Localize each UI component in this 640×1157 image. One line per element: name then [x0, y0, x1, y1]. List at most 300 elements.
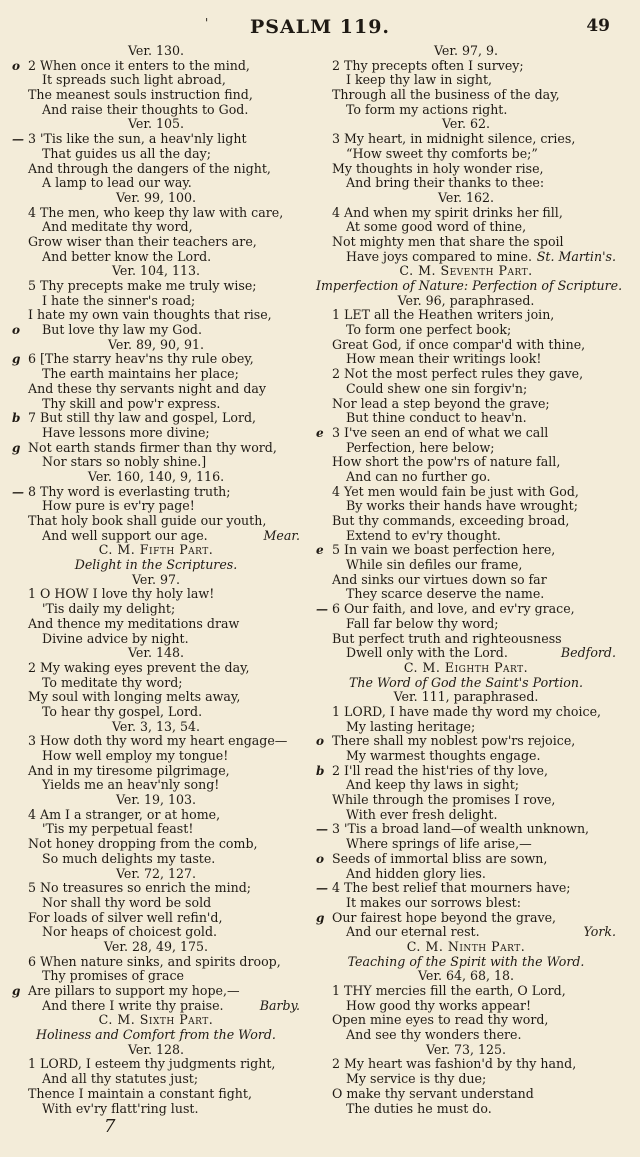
verse-line	[12, 822, 300, 837]
line-text: Not earth stands firmer than thy word,	[28, 439, 277, 455]
line-text: Ver. 104, 113.	[111, 263, 201, 279]
verse-line	[12, 367, 300, 382]
verse-line	[12, 352, 300, 367]
verse-line	[316, 1087, 616, 1102]
verse-line	[316, 1102, 616, 1117]
line-text: 4 Yet men would fain be just with God,	[332, 483, 579, 499]
line-text: Ver. 111, paraphrased.	[393, 689, 539, 705]
verse-line	[316, 367, 616, 382]
part-heading	[316, 940, 616, 955]
line-text: Ver. 97.	[131, 571, 181, 587]
line-text: Extend to ev'ry thought.	[346, 527, 501, 543]
right-column	[316, 43, 623, 1116]
verse-reference	[12, 338, 300, 353]
line-text: Ver. 28, 49, 175.	[103, 938, 209, 954]
dynamic-mark: b	[316, 763, 325, 778]
verse-reference	[12, 44, 300, 59]
line-text: But perfect truth and righteousness	[332, 630, 562, 646]
verse-line	[12, 984, 300, 999]
verse-line	[316, 911, 616, 926]
page-title: PSALM 119.	[250, 16, 391, 38]
line-text: 2 When once it enters to the mind,	[28, 57, 250, 73]
line-text: 2 Thy precepts often I survey;	[332, 57, 524, 73]
verse-line	[12, 749, 300, 764]
line-text: My thoughts in holy wonder rise,	[332, 160, 544, 176]
line-text: With ever fresh delight.	[346, 806, 498, 822]
dynamic-mark: e	[316, 425, 324, 440]
verse-line	[316, 103, 616, 118]
verse-line	[316, 705, 616, 720]
verse-line	[12, 323, 300, 338]
verse-line	[316, 999, 616, 1014]
line-text: While sin defiles our frame,	[346, 557, 523, 573]
line-text: Ver. 130.	[127, 43, 185, 58]
line-text: Grow wiser than their teachers are,	[28, 233, 257, 249]
verse-line	[316, 1013, 616, 1028]
line-text: Not mighty men that share the spoil	[332, 233, 564, 249]
verse-reference	[12, 646, 300, 661]
verse-reference	[12, 191, 300, 206]
line-text: Open mine eyes to read thy word,	[332, 1012, 549, 1028]
verse-line	[316, 896, 616, 911]
line-text: It spreads such light abroad,	[42, 72, 226, 88]
verse-line	[316, 602, 616, 617]
verse-line	[316, 646, 616, 661]
line-text: It makes our sorrows blest:	[346, 894, 521, 910]
line-text: So much delights my taste.	[42, 850, 216, 866]
dynamic-mark: —	[316, 822, 328, 837]
line-text: C. M. Sixth Part.	[98, 1012, 214, 1028]
line-text: 8 Thy word is everlasting truth;	[28, 483, 231, 499]
line-text: And bring their thanks to thee:	[346, 175, 545, 191]
line-text: I keep thy law in sight,	[346, 72, 493, 88]
line-text: 3 How doth thy word my heart engage—	[28, 733, 288, 749]
line-text: My soul with longing melts away,	[28, 689, 241, 705]
line-text: Fall far below thy word;	[346, 615, 499, 631]
line-text: To meditate thy word;	[42, 674, 183, 690]
verse-reference	[12, 470, 300, 485]
verse-line	[316, 176, 616, 191]
line-text: By works their hands have wrought;	[346, 498, 578, 514]
verse-line	[316, 323, 616, 338]
line-text: And there I write thy praise.	[42, 997, 224, 1013]
line-text: While through the promises I rove,	[332, 792, 556, 808]
verse-line	[12, 999, 300, 1014]
verse-line	[12, 1057, 300, 1072]
verse-line	[316, 984, 616, 999]
line-text: Thence I maintain a constant fight,	[28, 1085, 252, 1101]
verse-line	[316, 1057, 616, 1072]
line-text: Nor heaps of choicest gold.	[42, 924, 218, 940]
line-text: And can no further go.	[346, 468, 491, 484]
verse-line	[12, 778, 300, 793]
verse-reference	[12, 720, 300, 735]
line-text: 4 Am I a stranger, or at home,	[28, 806, 221, 822]
verse-line	[316, 822, 616, 837]
verse-line	[316, 470, 616, 485]
verse-line	[316, 441, 616, 456]
verse-line	[316, 734, 616, 749]
line-text: Through all the business of the day,	[332, 87, 560, 103]
verse-line	[12, 485, 300, 500]
line-text: To form my actions right.	[346, 101, 508, 117]
line-text: How pure is ev'ry page!	[42, 498, 195, 514]
line-text: 1 THY mercies fill the earth, O Lord,	[332, 983, 566, 998]
line-text: And our eternal rest.	[346, 924, 480, 940]
verse-line	[12, 955, 300, 970]
line-text: 5 In vain we boast perfection here,	[332, 542, 556, 558]
line-text: 1 LORD, I esteem thy judgments right,	[28, 1056, 276, 1072]
verse-line	[316, 352, 616, 367]
part-subtitle	[12, 1028, 300, 1043]
verse-line	[12, 911, 300, 926]
line-text: Have joys compared to mine.	[346, 248, 532, 264]
verse-line	[316, 573, 616, 588]
dynamic-mark: g	[316, 910, 325, 925]
line-text: Dwell only with the Lord.	[346, 645, 508, 661]
tune-name: Bedford.	[560, 645, 616, 661]
part-subtitle	[316, 955, 616, 970]
verse-reference	[316, 44, 616, 59]
line-text: Thy promises of grace	[42, 968, 184, 984]
line-text: Ver. 89, 90, 91.	[107, 336, 205, 352]
line-text: Our fairest hope beyond the grave,	[332, 909, 557, 925]
line-text: 6 Our faith, and love, and ev'ry grace,	[332, 601, 575, 617]
left-column	[12, 44, 300, 1116]
verse-line	[316, 543, 616, 558]
line-text: And sinks our virtues down so far	[332, 571, 547, 587]
line-text: 2 My waking eyes prevent the day,	[28, 659, 250, 675]
line-text: That holy book shall guide our youth,	[28, 513, 267, 528]
verse-line	[12, 808, 300, 823]
line-text: Ver. 105.	[127, 116, 185, 132]
part-heading	[316, 661, 616, 676]
verse-line	[12, 690, 300, 705]
tune-name: St. Martin's.	[536, 248, 616, 264]
line-text: Great God, if once compar'd with thine,	[332, 336, 586, 352]
line-text: Ver. 19, 103.	[115, 792, 197, 808]
verse-line	[316, 514, 616, 529]
part-heading	[316, 264, 616, 279]
verse-line	[316, 308, 616, 323]
verse-line	[12, 279, 300, 294]
line-text: C. M. Fifth Part.	[98, 542, 214, 558]
line-text: Ver. 148.	[127, 645, 185, 661]
dynamic-mark: —	[12, 484, 24, 499]
line-text: And these thy servants night and day	[28, 380, 267, 396]
dynamic-mark: o	[316, 851, 325, 866]
line-text: Where springs of life arise,—	[346, 836, 532, 852]
line-text: Have lessons more divine;	[42, 424, 210, 440]
verse-line	[316, 720, 616, 735]
dynamic-mark: b	[12, 411, 21, 426]
line-text: Yields me an heav'nly song!	[42, 777, 220, 793]
verse-reference	[12, 1043, 300, 1058]
verse-line	[12, 176, 300, 191]
verse-line	[12, 661, 300, 676]
verse-line	[12, 103, 300, 118]
verse-line	[12, 441, 300, 456]
part-subtitle	[316, 278, 623, 294]
line-text: Thy skill and pow'r express.	[42, 395, 221, 411]
line-text: 7 But still thy law and gospel, Lord,	[28, 410, 257, 426]
verse-line	[12, 73, 300, 88]
line-text: And meditate thy word,	[42, 219, 193, 235]
verse-line	[316, 1028, 616, 1043]
verse-line	[316, 1072, 616, 1087]
line-text: Ver. 160, 140, 9, 116.	[87, 468, 225, 484]
verse-line	[12, 969, 300, 984]
verse-line	[316, 235, 616, 250]
verse-reference	[316, 191, 616, 206]
line-text: Seeds of immortal bliss are sown,	[332, 850, 548, 866]
line-text: C. M. Ninth Part.	[406, 938, 526, 954]
verse-line	[12, 206, 300, 221]
dynamic-mark: g	[12, 440, 21, 455]
line-text: 1 LORD, I have made thy word my choice,	[332, 703, 602, 719]
line-text: Ver. 162.	[437, 189, 495, 205]
line-text: Divine advice by night.	[42, 630, 189, 646]
verse-line	[12, 499, 300, 514]
verse-line	[12, 220, 300, 235]
line-text: With ev'ry flatt'ring lust.	[42, 1100, 199, 1116]
line-text: And raise their thoughts to God.	[42, 101, 249, 117]
line-text: 2 My heart was fashion'd by thy hand,	[332, 1056, 577, 1072]
line-text: That guides us all the day;	[42, 145, 211, 161]
line-text: 3 My heart, in midnight silence, cries,	[332, 131, 576, 147]
line-text: Delight in the Scriptures.	[74, 557, 238, 573]
line-text: Holiness and Comfort from the Word.	[36, 1027, 276, 1043]
line-text: Ver. 99, 100.	[115, 189, 197, 205]
line-text: Ver. 73, 125.	[425, 1041, 507, 1057]
line-text: To form one perfect book;	[346, 322, 512, 338]
line-text: And well support our age.	[42, 527, 208, 543]
line-text: 2 Not the most perfect rules they gave,	[332, 366, 584, 382]
verse-line	[12, 602, 300, 617]
line-text: How short the pow'rs of nature fall,	[332, 454, 561, 470]
line-text: 5 Thy precepts make me truly wise;	[28, 278, 257, 293]
verse-line	[12, 705, 300, 720]
verse-reference	[316, 690, 616, 705]
verse-line	[316, 206, 616, 221]
verse-line	[316, 338, 616, 353]
verse-line	[12, 852, 300, 867]
line-text: And in my tiresome pilgrimage,	[28, 762, 230, 778]
verse-line	[316, 220, 616, 235]
line-text: And better know the Lord.	[42, 248, 212, 264]
line-text: I hate my own vain thoughts that rise,	[28, 307, 272, 323]
line-text: 4 The men, who keep thy law with care,	[28, 204, 284, 220]
verse-line	[316, 132, 616, 147]
line-text: Imperfection of Nature: Perfection of Scripture.	[316, 278, 623, 293]
verse-reference	[316, 969, 616, 984]
page-number: 49	[586, 16, 610, 36]
line-text: Teaching of the Spirit with the Word.	[347, 953, 585, 969]
tune-name: Barby.	[259, 997, 300, 1013]
verse-line	[316, 764, 616, 779]
verse-line	[12, 734, 300, 749]
verse-line	[12, 147, 300, 162]
line-text: But thine conduct to heav'n.	[346, 410, 527, 426]
verse-line	[316, 73, 616, 88]
verse-line	[316, 925, 616, 940]
verse-line	[12, 162, 300, 177]
verse-reference	[12, 573, 300, 588]
verse-line	[12, 397, 300, 412]
verse-line	[316, 529, 616, 544]
tune-name: York.	[583, 924, 616, 940]
verse-reference	[12, 867, 300, 882]
dynamic-mark: o	[316, 734, 325, 749]
line-text: Are pillars to support my hope,—	[28, 983, 240, 998]
line-text: At some good word of thine,	[346, 219, 527, 235]
verse-line	[316, 837, 616, 852]
part-heading	[12, 543, 300, 558]
verse-line	[12, 250, 300, 265]
verse-line	[316, 867, 616, 882]
dynamic-mark: o	[12, 323, 21, 338]
verse-line	[12, 294, 300, 309]
verse-line	[316, 808, 616, 823]
line-text: How good thy works appear!	[346, 997, 532, 1013]
verse-reference	[316, 294, 616, 309]
line-text: For loads of silver well refin'd,	[28, 909, 223, 925]
line-text: 4 The best relief that mourners have;	[332, 880, 571, 896]
verse-reference	[12, 793, 300, 808]
line-text: How well employ my tongue!	[42, 748, 229, 763]
verse-line	[316, 587, 616, 602]
line-text: Ver. 97, 9.	[433, 43, 499, 58]
verse-line	[316, 455, 616, 470]
part-subtitle	[12, 558, 300, 573]
part-subtitle	[316, 676, 616, 691]
verse-line	[12, 88, 300, 103]
line-text: 6 When nature sinks, and spirits droop,	[28, 953, 281, 969]
line-text: 3 'Tis like the sun, a heav'nly light	[28, 131, 247, 147]
line-text: Nor shall thy word be sold	[42, 894, 212, 910]
line-text: O make thy servant understand	[332, 1085, 534, 1101]
line-text: 5 No treasures so enrich the mind;	[28, 880, 252, 896]
line-text: The duties he must do.	[346, 1100, 492, 1116]
verse-line	[316, 147, 616, 162]
line-text: 'Tis my perpetual feast!	[42, 821, 194, 837]
line-text: Perfection, here below;	[346, 439, 495, 455]
line-text: Ver. 62.	[441, 116, 491, 132]
verse-line	[12, 676, 300, 691]
header-mark: '	[205, 16, 209, 30]
line-text: 6 [The starry heav'ns thy rule obey,	[28, 351, 254, 367]
line-text: The Word of God the Saint's Portion.	[349, 674, 583, 690]
line-text: Ver. 72, 127.	[115, 865, 197, 881]
verse-line	[12, 881, 300, 896]
line-text: Ver. 96, paraphrased.	[397, 292, 535, 308]
verse-line	[12, 617, 300, 632]
line-text: And keep thy laws in sight;	[346, 777, 520, 793]
line-text: A lamp to lead our way.	[42, 175, 192, 191]
verse-line	[12, 132, 300, 147]
line-text: There shall my noblest pow'rs rejoice,	[332, 733, 576, 749]
line-text: They scarce deserve the name.	[346, 586, 545, 602]
line-text: How mean their writings look!	[346, 351, 542, 367]
line-text: 2 I'll read the hist'ries of thy love,	[332, 762, 548, 778]
line-text: And through the dangers of the night,	[28, 160, 271, 176]
page-header	[0, 14, 640, 42]
line-text: 3 I've seen an end of what we call	[332, 424, 549, 440]
line-text: My lasting heritage;	[346, 718, 476, 734]
line-text: To hear thy gospel, Lord.	[42, 703, 203, 719]
line-text: Not honey dropping from the comb,	[28, 836, 258, 852]
verse-line	[12, 896, 300, 911]
verse-reference	[316, 117, 616, 132]
dynamic-mark: —	[12, 132, 24, 147]
line-text: C. M. Eighth Part.	[403, 659, 529, 675]
line-text: “How sweet thy comforts be;”	[346, 145, 538, 161]
dynamic-mark: e	[316, 543, 324, 558]
verse-line	[316, 88, 616, 103]
line-text: And all thy statutes just;	[42, 1071, 199, 1087]
verse-line	[12, 308, 300, 323]
line-text: C. M. Seventh Part.	[399, 263, 533, 279]
dynamic-mark: g	[12, 984, 21, 998]
verse-line	[12, 426, 300, 441]
dynamic-mark: —	[316, 602, 328, 617]
verse-reference	[316, 1043, 616, 1058]
part-heading	[12, 1013, 300, 1028]
verse-line	[12, 529, 300, 544]
line-text: 1 O HOW I love thy holy law!	[28, 586, 215, 602]
verse-line	[12, 1102, 300, 1117]
line-text: And see thy wonders there.	[346, 1027, 522, 1043]
verse-line	[316, 499, 616, 514]
verse-line	[12, 455, 300, 470]
line-text: 1 LET all the Heathen writers join,	[332, 307, 555, 323]
line-text: 'Tis daily my delight;	[42, 601, 176, 617]
tune-name: Mear.	[263, 527, 300, 543]
line-text: Ver. 3, 13, 54.	[111, 718, 201, 734]
verse-line	[12, 1072, 300, 1087]
verse-line	[316, 778, 616, 793]
verse-line	[316, 426, 616, 441]
verse-line	[12, 632, 300, 647]
line-text: Could shew one sin forgiv'n;	[346, 380, 528, 396]
verse-line	[316, 881, 616, 896]
verse-line	[12, 235, 300, 250]
line-text: 4 And when my spirit drinks her fill,	[332, 204, 563, 220]
verse-line	[316, 162, 616, 177]
verse-reference	[12, 940, 300, 955]
verse-reference	[12, 117, 300, 132]
verse-line	[12, 764, 300, 779]
verse-line	[12, 411, 300, 426]
signature-mark: 7	[104, 1116, 116, 1137]
verse-line	[316, 617, 616, 632]
verse-line	[316, 485, 616, 500]
line-text: 3 'Tis a broad land—of wealth unknown,	[332, 821, 590, 837]
line-text: I hate the sinner's road;	[42, 292, 196, 308]
verse-line	[316, 411, 616, 426]
verse-line	[12, 837, 300, 852]
verse-line	[316, 59, 616, 74]
verse-line	[316, 793, 616, 808]
dynamic-mark: g	[12, 352, 21, 367]
verse-line	[12, 382, 300, 397]
verse-line	[12, 925, 300, 940]
line-text: The meanest souls instruction find,	[28, 87, 253, 103]
line-text: Ver. 64, 68, 18.	[417, 968, 515, 984]
verse-line	[316, 852, 616, 867]
line-text: And hidden glory lies.	[346, 865, 486, 881]
verse-line	[316, 397, 616, 412]
